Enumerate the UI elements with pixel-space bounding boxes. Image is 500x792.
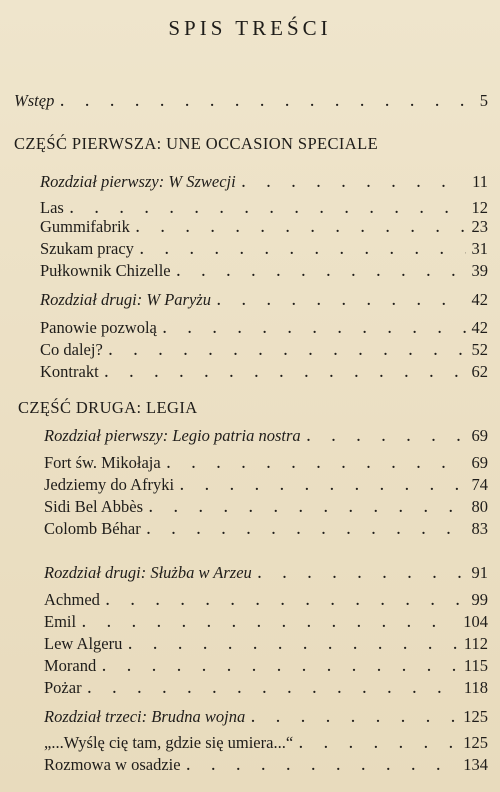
dot-leader: [109, 344, 466, 360]
entry-page: 74: [471, 475, 488, 494]
dot-leader: [82, 616, 457, 632]
entry-page: 80: [471, 497, 488, 516]
dot-leader: [180, 479, 465, 495]
toc-entry[interactable]: [44, 612, 488, 632]
toc-chapter-2-2[interactable]: [44, 563, 488, 583]
entry-page: 99: [471, 590, 488, 609]
entry-page: 118: [463, 678, 488, 697]
entry-page: 42: [471, 318, 488, 337]
chapter-page: 125: [463, 707, 488, 726]
entry-label: Emil: [44, 612, 77, 631]
dot-leader: [307, 430, 466, 446]
dot-leader: [88, 682, 458, 698]
toc-entry[interactable]: [44, 519, 488, 539]
entry-label: Colomb Béhar: [44, 519, 141, 538]
entry-label: „...Wyślę cię tam, gdzie się umiera...“: [44, 733, 294, 752]
toc-entry[interactable]: [40, 198, 488, 218]
dot-leader: [251, 711, 457, 727]
dot-leader: [60, 95, 473, 111]
toc-entry[interactable]: [40, 340, 488, 360]
entry-label: Achmed: [44, 590, 100, 609]
entry-label: Rozmowa w osadzie: [44, 755, 181, 774]
entry-label: Co dalej?: [40, 340, 103, 359]
chapter-page: 42: [471, 290, 488, 309]
dot-leader: [140, 243, 466, 259]
toc-entry[interactable]: [40, 217, 488, 237]
entry-page: 52: [471, 340, 488, 359]
entry-label: Pułkownik Chizelle: [40, 261, 171, 280]
chapter-label: Rozdział pierwszy: Legio patria nostra: [44, 426, 301, 445]
toc-entry-intro[interactable]: [14, 91, 488, 111]
entry-page: 115: [463, 656, 488, 675]
chapter-label: Rozdział trzeci: Brudna wojna: [44, 707, 246, 726]
toc-entry[interactable]: [44, 678, 488, 698]
dot-leader: [128, 638, 458, 654]
dot-leader: [163, 322, 466, 338]
entry-label: Jedziemy do Afryki: [44, 475, 175, 494]
part-heading-2: CZĘŚĆ DRUGA: LEGIA: [18, 398, 198, 417]
entry-page: 23: [471, 217, 488, 236]
dot-leader: [102, 660, 458, 676]
toc-chapter-2-1[interactable]: [44, 426, 488, 446]
toc-entry[interactable]: [40, 261, 488, 281]
dot-leader: [242, 176, 466, 192]
chapter-page: 11: [472, 172, 488, 191]
dot-leader: [105, 366, 466, 382]
toc-chapter-1-2[interactable]: [40, 290, 488, 310]
toc-entry[interactable]: [44, 733, 488, 753]
toc-chapter-1-1[interactable]: [40, 172, 488, 192]
toc-entry[interactable]: [44, 475, 488, 495]
entry-label: Szukam pracy: [40, 239, 134, 258]
entry-page: 69: [471, 453, 488, 472]
dot-leader: [106, 594, 466, 610]
toc-entry[interactable]: [44, 497, 488, 517]
entry-page: 104: [463, 612, 488, 631]
toc-chapter-2-3[interactable]: [44, 707, 488, 727]
entry-page: 112: [463, 634, 488, 653]
entry-label: Pożar: [44, 678, 82, 697]
dot-leader: [299, 737, 457, 753]
toc-entry[interactable]: [44, 755, 488, 775]
entry-label: Lew Algeru: [44, 634, 123, 653]
entry-page: 83: [471, 519, 488, 538]
entry-page: 31: [471, 239, 488, 258]
entry-label: Fort św. Mikołaja: [44, 453, 161, 472]
entry-label: Kontrakt: [40, 362, 99, 381]
chapter-label: Rozdział drugi: Służba w Arzeu: [44, 563, 252, 582]
entry-page: 12: [471, 198, 488, 217]
dot-leader: [217, 294, 466, 310]
dot-leader: [70, 202, 466, 218]
toc-entry[interactable]: [44, 453, 488, 473]
part-heading-1: CZĘŚĆ PIERWSZA: UNE OCCASION SPECIALE: [14, 134, 379, 153]
dot-leader: [167, 457, 466, 473]
entry-page: 62: [471, 362, 488, 381]
entry-label: Wstęp: [14, 91, 55, 110]
entry-label: Las: [40, 198, 64, 217]
entry-page: 39: [471, 261, 488, 280]
dot-leader: [177, 265, 466, 281]
chapter-page: 69: [471, 426, 488, 445]
toc-entry[interactable]: [40, 239, 488, 259]
dot-leader: [149, 501, 465, 517]
toc-entry[interactable]: [44, 656, 488, 676]
entry-page: 5: [479, 91, 488, 110]
dot-leader: [187, 759, 458, 775]
toc-entry[interactable]: [40, 318, 488, 338]
dot-leader: [258, 567, 466, 583]
chapter-label: Rozdział drugi: W Paryżu: [40, 290, 211, 309]
page-title: SPIS TREŚCI: [168, 16, 332, 40]
toc-entry[interactable]: [44, 634, 488, 654]
toc-entry[interactable]: [40, 362, 488, 382]
dot-leader: [136, 221, 466, 237]
entry-label: Gummifabrik: [40, 217, 130, 236]
dot-leader: [147, 523, 466, 539]
chapter-page: 91: [471, 563, 488, 582]
toc-entry[interactable]: [44, 590, 488, 610]
entry-label: Panowie pozwolą: [40, 318, 157, 337]
entry-label: Sidi Bel Abbès: [44, 497, 144, 516]
chapter-label: Rozdział pierwszy: W Szwecji: [40, 172, 236, 191]
entry-page: 134: [463, 755, 488, 774]
entry-label: Morand: [44, 656, 97, 675]
entry-page: 125: [463, 733, 488, 752]
